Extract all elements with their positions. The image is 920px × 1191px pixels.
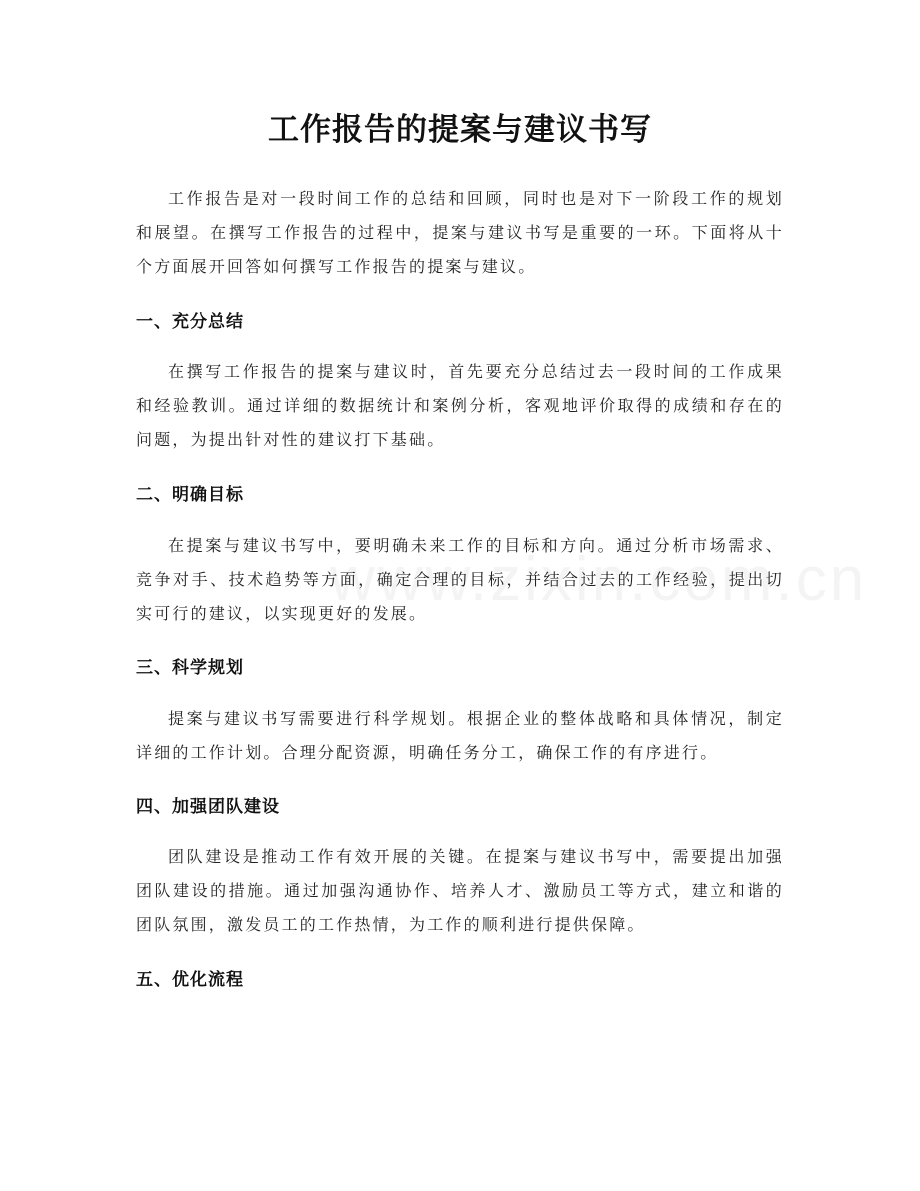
section-heading-5: 五、优化流程: [136, 970, 244, 990]
section-body-1: 在撰写工作报告的提案与建议时，首先要充分总结过去一段时间的工作成果和经验教训。通过详细的数据统计和案例分析，客观地评价取得的成绩和存在的问题，为提出针对性的建议打下基础。: [136, 362, 784, 449]
document-title: 工作报告的提案与建议书写: [268, 112, 652, 148]
intro-paragraph: 工作报告是对一段时间工作的总结和回顾，同时也是对下一阶段工作的规划和展望。在撰写工作报告的过程中，提案与建议书写是重要的一环。下面将从十个方面展开回答如何撰写工作报告的提案与建议。: [136, 189, 784, 276]
section-heading-2: 二、明确目标: [136, 485, 244, 505]
section-body-3: 提案与建议书写需要进行科学规划。根据企业的整体战略和具体情况，制定详细的工作计划。合理分配资源，明确任务分工，确保工作的有序进行。: [136, 709, 784, 762]
section-heading-3: 三、科学规划: [136, 658, 244, 678]
section-body-2: 在提案与建议书写中，要明确未来工作的目标和方向。通过分析市场需求、竞争对手、技术趋势等方面，确定合理的目标，并结合过去的工作经验，提出切实可行的建议，以实现更好的发展。: [136, 536, 784, 623]
section-body-4: 团队建设是推动工作有效开展的关键。在提案与建议书写中，需要提出加强团队建设的措施。通过加强沟通协作、培养人才、激励员工等方式，建立和谐的团队氛围，激发员工的工作热情，为工作的顺利进行提供保障。: [136, 847, 784, 934]
section-heading-4: 四、加强团队建设: [136, 797, 280, 817]
section-heading-1: 一、充分总结: [136, 312, 244, 332]
